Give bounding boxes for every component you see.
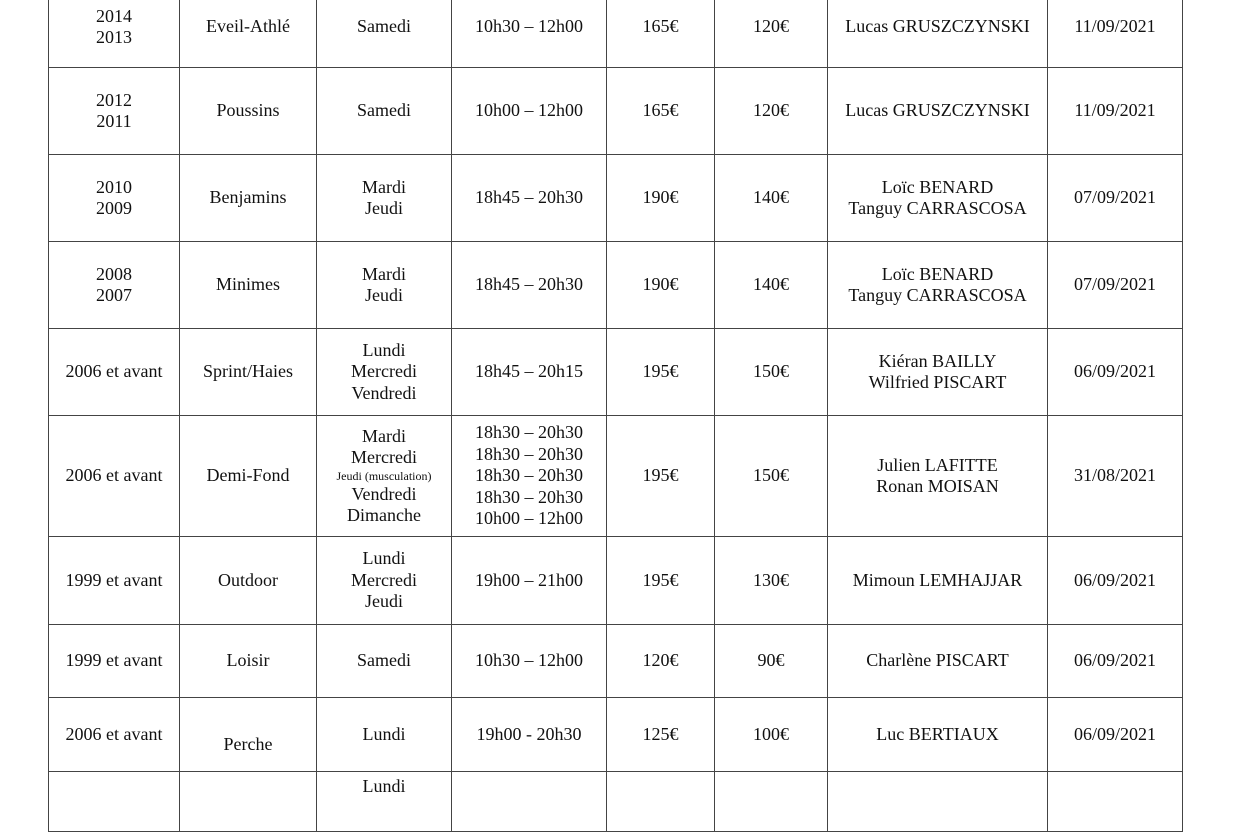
price-full-cell xyxy=(607,416,715,537)
training-hours-line: 19h00 – 21h00 xyxy=(475,569,583,590)
training-days-line: Mercredi xyxy=(351,361,417,382)
price-reduced-cell xyxy=(715,155,828,242)
start-date-cell xyxy=(1048,0,1183,68)
birth-years-line: 2008 xyxy=(96,263,132,284)
training-hours-line: 19h00 - 20h30 xyxy=(476,723,582,744)
training-hours-cell xyxy=(452,0,607,68)
price-reduced-cell xyxy=(715,329,828,416)
coaches-line: Loïc BENARD xyxy=(881,263,994,284)
price-reduced-cell xyxy=(715,416,828,537)
training-days-line: Mardi xyxy=(362,425,406,446)
price-reduced-cell xyxy=(715,625,828,698)
price-full-text: 165€ xyxy=(642,100,679,121)
price-reduced-cell xyxy=(715,772,828,832)
price-full-cell xyxy=(607,625,715,698)
category-text: Sprint/Haies xyxy=(203,361,293,382)
coaches-cell xyxy=(828,155,1048,242)
training-days-line: Samedi xyxy=(357,100,411,121)
training-days-line: Vendredi xyxy=(351,382,417,403)
training-days-cell xyxy=(317,329,452,416)
price-reduced-text: 90€ xyxy=(757,650,785,671)
start-date-text: 06/09/2021 xyxy=(1073,361,1156,382)
table-row xyxy=(49,625,1183,698)
coaches-cell xyxy=(828,242,1048,329)
training-days-cell xyxy=(317,242,452,329)
training-hours-line: 18h45 – 20h15 xyxy=(475,361,583,382)
training-days-cell xyxy=(317,416,452,537)
price-reduced-cell xyxy=(715,698,828,772)
table-row xyxy=(49,329,1183,416)
training-days-line: Lundi xyxy=(362,548,406,569)
price-full-text: 190€ xyxy=(642,274,679,295)
coaches-line: Tanguy CARRASCOSA xyxy=(848,285,1027,305)
table-body xyxy=(49,0,1183,832)
price-reduced-cell xyxy=(715,537,828,625)
table-row xyxy=(49,155,1183,242)
coaches-cell xyxy=(828,772,1048,832)
training-hours-line: 18h30 – 20h30 xyxy=(475,486,583,507)
category-cell xyxy=(180,772,317,832)
price-reduced-text: 120€ xyxy=(753,16,789,37)
table-row xyxy=(49,242,1183,329)
training-days-line: Samedi xyxy=(357,16,411,37)
training-hours-cell xyxy=(452,242,607,329)
training-hours-cell xyxy=(452,416,607,537)
birth-years-cell xyxy=(49,68,180,155)
birth-years-line: 2012 xyxy=(96,89,132,110)
start-date-text: 06/09/2021 xyxy=(1073,569,1156,590)
coaches-cell xyxy=(828,416,1048,537)
coaches-cell xyxy=(828,698,1048,772)
start-date-cell xyxy=(1048,772,1183,832)
price-full-cell xyxy=(607,155,715,242)
price-reduced-text: 140€ xyxy=(753,187,789,208)
category-text: Loisir xyxy=(226,650,270,671)
price-full-text: 195€ xyxy=(642,465,679,486)
price-full-cell xyxy=(607,329,715,416)
coaches-line: Lucas GRUSZCZYNSKI xyxy=(845,100,1030,121)
training-hours-line: 18h30 – 20h30 xyxy=(475,422,583,443)
category-cell xyxy=(180,329,317,416)
coaches-line: Tanguy CARRASCOSA xyxy=(848,198,1027,218)
coaches-cell xyxy=(828,329,1048,416)
coaches-cell xyxy=(828,68,1048,155)
birth-years-line: 2014 xyxy=(96,5,132,26)
training-hours-line: 10h30 – 12h00 xyxy=(475,650,583,671)
birth-years-line: 2006 et avant xyxy=(65,361,163,382)
start-date-text: 06/09/2021 xyxy=(1073,650,1156,671)
training-days-line: Jeudi (musculation) xyxy=(336,468,432,483)
price-reduced-cell xyxy=(715,0,828,68)
category-text: Outdoor xyxy=(218,569,278,590)
training-hours-cell xyxy=(452,625,607,698)
birth-years-line: 2009 xyxy=(96,198,132,218)
table-row xyxy=(49,68,1183,155)
category-cell xyxy=(180,537,317,625)
training-days-line: Mercredi xyxy=(351,569,417,590)
category-text: Benjamins xyxy=(209,187,287,208)
price-full-text: 125€ xyxy=(642,723,679,744)
training-hours-line: 10h00 – 12h00 xyxy=(475,508,583,529)
price-reduced-text: 150€ xyxy=(753,361,789,382)
birth-years-cell xyxy=(49,329,180,416)
price-reduced-text: 130€ xyxy=(753,569,789,590)
training-days-line: Jeudi xyxy=(365,591,403,612)
price-full-text: 120€ xyxy=(642,650,679,671)
birth-years-cell xyxy=(49,416,180,537)
price-full-cell xyxy=(607,537,715,625)
coaches-line: Ronan MOISAN xyxy=(876,476,999,496)
price-full-text: 190€ xyxy=(642,187,679,208)
category-cell xyxy=(180,416,317,537)
training-days-line: Lundi xyxy=(362,776,406,796)
training-days-line: Lundi xyxy=(362,339,406,360)
start-date-cell xyxy=(1048,537,1183,625)
training-days-cell xyxy=(317,68,452,155)
birth-years-cell xyxy=(49,155,180,242)
training-days-cell xyxy=(317,625,452,698)
price-reduced-cell xyxy=(715,242,828,329)
start-date-text: 07/09/2021 xyxy=(1073,274,1156,295)
start-date-cell xyxy=(1048,698,1183,772)
schedule-table xyxy=(48,0,1183,832)
training-days-line: Samedi xyxy=(357,650,411,671)
birth-years-line: 2010 xyxy=(96,176,132,197)
training-hours-cell xyxy=(452,155,607,242)
training-hours-cell xyxy=(452,68,607,155)
table-row xyxy=(49,772,1183,832)
training-days-line: Vendredi xyxy=(351,483,417,504)
table-row xyxy=(49,698,1183,772)
price-full-cell xyxy=(607,242,715,329)
table-row xyxy=(49,416,1183,537)
training-days-line: Mercredi xyxy=(351,447,417,467)
start-date-text: 06/09/2021 xyxy=(1073,723,1156,744)
birth-years-cell xyxy=(49,772,180,832)
training-days-cell xyxy=(317,537,452,625)
start-date-cell xyxy=(1048,416,1183,537)
training-days-line: Mardi xyxy=(362,176,406,197)
training-days-line: Dimanche xyxy=(347,505,421,525)
price-reduced-text: 100€ xyxy=(753,723,789,744)
price-full-text: 195€ xyxy=(642,569,679,590)
coaches-line: Charlène PISCART xyxy=(866,650,1009,671)
price-full-text: 165€ xyxy=(642,16,679,37)
training-hours-line: 18h45 – 20h30 xyxy=(475,187,583,208)
training-hours-line: 10h30 – 12h00 xyxy=(475,16,583,37)
training-days-line: Jeudi xyxy=(365,285,403,305)
category-cell xyxy=(180,698,317,772)
training-days-line: Mardi xyxy=(362,263,406,284)
training-hours-cell xyxy=(452,772,607,832)
price-reduced-text: 150€ xyxy=(753,465,789,486)
coaches-line: Julien LAFITTE xyxy=(877,454,998,475)
start-date-cell xyxy=(1048,242,1183,329)
birth-years-line: 2013 xyxy=(96,27,132,47)
coaches-cell xyxy=(828,0,1048,68)
category-text: Minimes xyxy=(215,274,280,295)
price-full-cell xyxy=(607,698,715,772)
start-date-text: 07/09/2021 xyxy=(1073,187,1156,208)
training-hours-line: 18h30 – 20h30 xyxy=(475,443,583,464)
training-hours-line: 10h00 – 12h00 xyxy=(475,100,583,121)
training-hours-cell xyxy=(452,329,607,416)
birth-years-cell xyxy=(49,625,180,698)
training-hours-line: 18h45 – 20h30 xyxy=(475,274,583,295)
start-date-cell xyxy=(1048,155,1183,242)
category-cell xyxy=(180,625,317,698)
category-text: Eveil-Athlé xyxy=(206,16,290,37)
category-text: Perche xyxy=(223,733,273,754)
start-date-cell xyxy=(1048,329,1183,416)
birth-years-line: 2007 xyxy=(96,285,132,305)
birth-years-cell xyxy=(49,242,180,329)
birth-years-line: 1999 et avant xyxy=(65,650,163,671)
start-date-cell xyxy=(1048,68,1183,155)
training-hours-line: 18h30 – 20h30 xyxy=(475,465,583,486)
coaches-line: Mimoun LEMHAJJAR xyxy=(852,569,1023,590)
price-full-cell xyxy=(607,68,715,155)
category-cell xyxy=(180,242,317,329)
category-text: Demi-Fond xyxy=(206,465,290,486)
birth-years-line: 1999 et avant xyxy=(65,569,163,590)
table-row xyxy=(49,0,1183,68)
price-full-text: 195€ xyxy=(642,361,679,382)
birth-years-cell xyxy=(49,537,180,625)
start-date-text: 31/08/2021 xyxy=(1073,465,1156,486)
training-days-cell xyxy=(317,155,452,242)
table-row xyxy=(49,537,1183,625)
birth-years-line: 2006 et avant xyxy=(65,465,163,486)
training-days-cell xyxy=(317,772,452,832)
training-days-cell xyxy=(317,698,452,772)
training-hours-cell xyxy=(452,537,607,625)
category-cell xyxy=(180,68,317,155)
coaches-line: Luc BERTIAUX xyxy=(876,723,999,744)
coaches-line: Kiéran BAILLY xyxy=(878,350,997,371)
start-date-cell xyxy=(1048,625,1183,698)
price-full-cell xyxy=(607,0,715,68)
category-cell xyxy=(180,155,317,242)
price-reduced-text: 120€ xyxy=(753,100,789,121)
training-days-line: Lundi xyxy=(362,723,406,744)
category-text: Poussins xyxy=(216,100,280,121)
category-cell xyxy=(180,0,317,68)
coaches-line: Wilfried PISCART xyxy=(868,372,1007,392)
birth-years-line: 2011 xyxy=(96,111,132,131)
coaches-cell xyxy=(828,625,1048,698)
start-date-text: 11/09/2021 xyxy=(1074,16,1156,37)
training-days-cell xyxy=(317,0,452,68)
birth-years-line: 2006 et avant xyxy=(65,723,163,744)
price-reduced-text: 140€ xyxy=(753,274,789,295)
birth-years-cell xyxy=(49,0,180,68)
coaches-cell xyxy=(828,537,1048,625)
birth-years-cell xyxy=(49,698,180,772)
start-date-text: 11/09/2021 xyxy=(1074,100,1156,121)
coaches-line: Lucas GRUSZCZYNSKI xyxy=(845,16,1030,37)
price-reduced-cell xyxy=(715,68,828,155)
coaches-line: Loïc BENARD xyxy=(881,176,994,197)
training-hours-cell xyxy=(452,698,607,772)
training-days-line: Jeudi xyxy=(365,198,403,218)
price-full-cell xyxy=(607,772,715,832)
